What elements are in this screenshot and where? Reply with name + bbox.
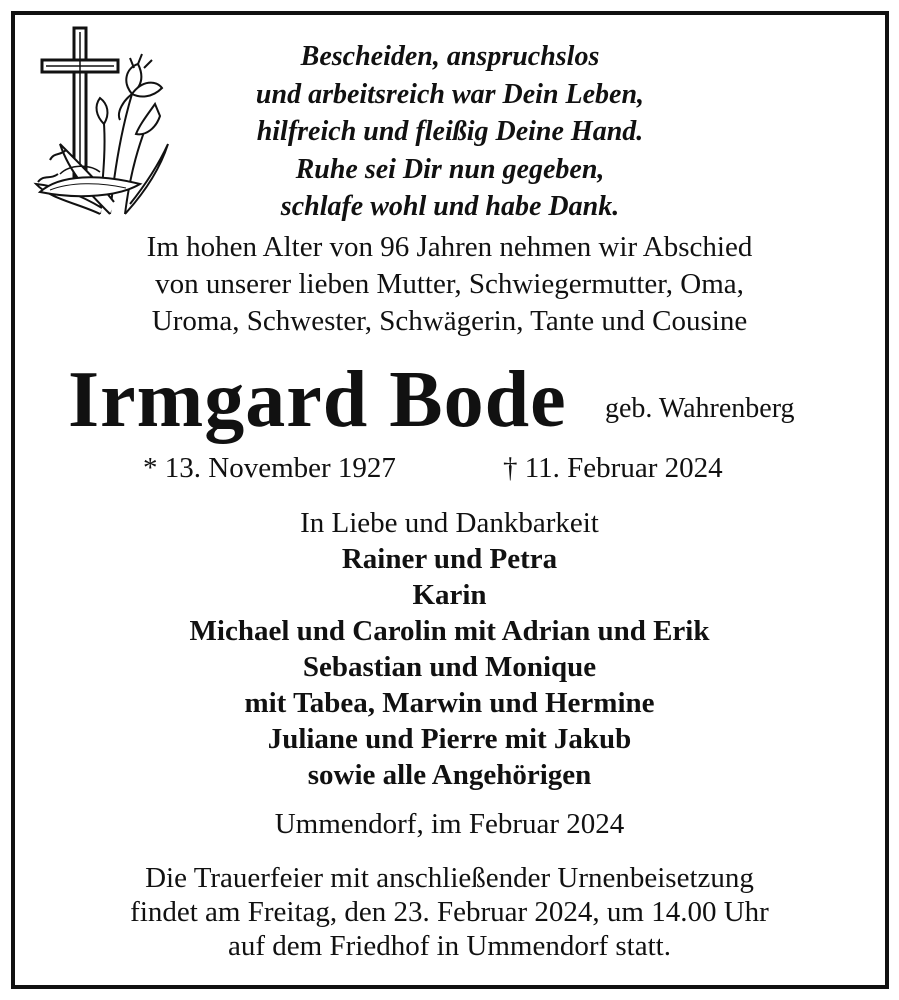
place-date: Ummendorf, im Februar 2024: [274, 808, 625, 840]
birth-date: * 13. November 1927: [143, 452, 396, 484]
verse-line: und arbeitsreich war Dein Leben,: [255, 78, 645, 110]
funeral-line: Die Trauerfeier mit anschließender Urnenbeisetzung: [145, 862, 754, 894]
verse-line: Bescheiden, anspruchslos: [300, 41, 600, 72]
verse: [190, 38, 710, 226]
family-name: mit Tabea, Marwin und Hermine: [244, 687, 655, 719]
funeral-line: findet am Freitag, den 23. Februar 2024, um 14.00 Uhr: [130, 896, 769, 928]
family-name: Karin: [412, 579, 487, 611]
family-name: sowie alle Angehörigen: [307, 759, 592, 791]
intro-line: Uroma, Schwester, Schwägerin, Tante und Cousine: [151, 305, 748, 337]
born-name: geb. Wahrenberg: [605, 393, 795, 424]
verse-line: hilfreich und fleißig Deine Hand.: [256, 116, 644, 147]
family-list: [0, 505, 899, 793]
family-name: Juliane und Pierre mit Jakub: [267, 723, 632, 755]
intro-line: von unserer lieben Mutter, Schwiegermutter, Oma,: [155, 268, 744, 300]
intro-text: [0, 229, 899, 340]
death-date: † 11. Februar 2024: [503, 452, 723, 484]
funeral-line: auf dem Friedhof in Ummendorf statt.: [228, 930, 671, 962]
family-name: Michael und Carolin mit Adrian und Erik: [189, 615, 710, 647]
intro-line: Im hohen Alter von 96 Jahren nehmen wir Abschied: [146, 231, 753, 263]
family-name: Sebastian und Monique: [302, 651, 597, 683]
family-intro: In Liebe und Dankbarkeit: [300, 507, 599, 539]
family-name: Rainer und Petra: [341, 543, 558, 575]
verse-line: Ruhe sei Dir nun gegeben,: [295, 153, 605, 185]
cross-with-lily-icon: [30, 24, 180, 224]
funeral-info: [0, 861, 899, 963]
deceased-name-line: [68, 352, 567, 448]
verse-line: schlafe wohl und habe Dank.: [280, 191, 620, 222]
deceased-name: Irmgard Bode: [68, 356, 567, 444]
